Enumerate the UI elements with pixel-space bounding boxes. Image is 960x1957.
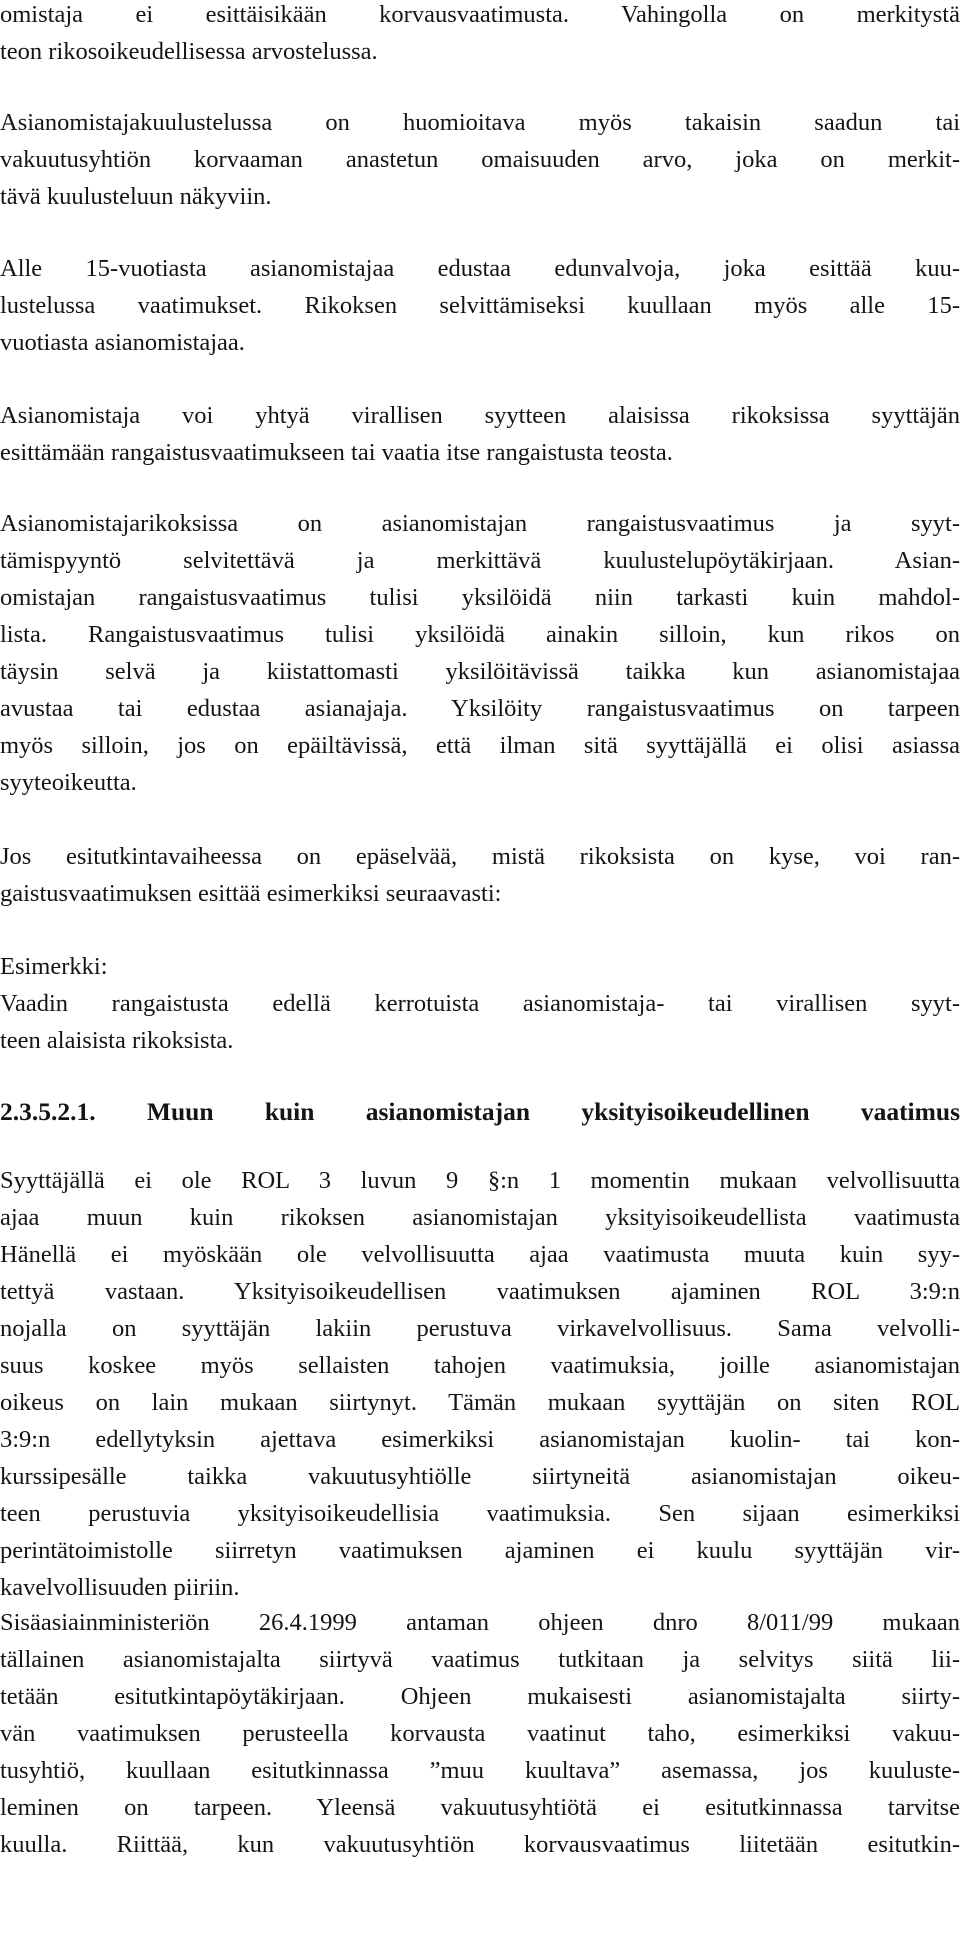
text-line: leminen on tarpeen. Yleensä vakuutusyhtiötä ei esitutkinnassa tarvitse (0, 1794, 960, 1821)
text-line: lustelussa vaatimukset. Rikoksen selvittämiseksi kuullaan myös alle 15- (0, 292, 960, 319)
text-line: ajaa muun kuin rikoksen asianomistajan yksityisoikeudellista vaatimusta (0, 1204, 960, 1231)
text-line: tetään esitutkintapöytäkirjaan. Ohjeen mukaisesti asianomistajalta siirty- (0, 1683, 960, 1710)
text-line: Alle 15-vuotiasta asianomistajaa edustaa edunvalvoja, joka esittää kuu- (0, 255, 960, 282)
text-line: omistajan rangaistusvaatimus tulisi yksilöidä niin tarkasti kuin mahdol- (0, 584, 960, 611)
text-line: avustaa tai edustaa asianajaja. Yksilöity rangaistusvaatimus on tarpeen (0, 695, 960, 722)
text-line: 3:9:n edellytyksin ajettava esimerkiksi asianomistajan kuolin- tai kon- (0, 1426, 960, 1453)
paragraph-alle-15-vuotias (0, 250, 960, 361)
paragraph-esimerkki (0, 948, 960, 1059)
text-line: kavelvollisuuden piiriin. (0, 1574, 240, 1601)
paragraph-sisaasiainministerio (0, 1604, 960, 1863)
text-line: Asianomistajarikoksissa on asianomistajan rangaistusvaatimus ja syyt- (0, 510, 960, 537)
section-heading (0, 1093, 960, 1130)
text-line: Asianomistajakuulustelussa on huomioitava myös takaisin saadun tai (0, 109, 960, 136)
paragraph-asianomistajarikokset (0, 505, 960, 801)
paragraph-syyttajan-velvollisuus (0, 1162, 960, 1606)
paragraph-asianomistajakuulustelu (0, 104, 960, 215)
text-line: vuotiasta asianomistajaa. (0, 329, 245, 356)
text-line: teen alaisista rikoksista. (0, 1027, 234, 1054)
text-line: tämispyyntö selvitettävä ja merkittävä kuulustelupöytäkirjaan. Asian- (0, 547, 960, 574)
text-line: Asianomistaja voi yhtyä virallisen syytteen alaisissa rikoksissa syyttäjän (0, 402, 960, 429)
text-line: tusyhtiö, kuullaan esitutkinnassa ”muu kuultava” asemassa, jos kuuluste- (0, 1757, 960, 1784)
text-line: myös silloin, jos on epäiltävissä, että ilman sitä syyttäjällä ei olisi asiassa (0, 732, 960, 759)
text-line: Hänellä ei myöskään ole velvollisuutta ajaa vaatimusta muuta kuin syy- (0, 1241, 960, 1268)
text-line: teon rikosoikeudellisessa arvostelussa. (0, 38, 378, 65)
text-line: syyteoikeutta. (0, 769, 137, 796)
text-line: tällainen asianomistajalta siirtyvä vaatimus tutkitaan ja selvitys siitä lii- (0, 1646, 960, 1673)
text-line: vakuutusyhtiön korvaaman anastetun omaisuuden arvo, joka on merkit- (0, 146, 960, 173)
text-line: gaistusvaatimuksen esittää esimerkiksi seuraavasti: (0, 880, 502, 907)
text-line: omistaja ei esittäisikään korvausvaatimusta. Vahingolla on merkitystä (0, 1, 960, 28)
text-line: lista. Rangaistusvaatimus tulisi yksilöidä ainakin silloin, kun rikos on (0, 621, 960, 648)
text-line: perintätoimistolle siirretyn vaatimuksen ajaminen ei kuulu syyttäjän vir- (0, 1537, 960, 1564)
text-line: nojalla on syyttäjän lakiin perustuva virkavelvollisuus. Sama velvolli- (0, 1315, 960, 1342)
text-line: suus koskee myös sellaisten tahojen vaatimuksia, joille asianomistajan (0, 1352, 960, 1379)
section-heading-text: 2.3.5.2.1. Muun kuin asianomistajan yksityisoikeudellinen vaatimus (0, 1097, 960, 1126)
text-line: esittämään rangaistusvaatimukseen tai vaatia itse rangaistusta teosta. (0, 439, 673, 466)
text-line: teen perustuvia yksityisoikeudellisia vaatimuksia. Sen sijaan esimerkiksi (0, 1500, 960, 1527)
text-line: Jos esitutkintavaiheessa on epäselvää, mistä rikoksista on kyse, voi ran- (0, 843, 960, 870)
text-line: tävä kuulusteluun näkyviin. (0, 183, 272, 210)
text-line: vän vaatimuksen perusteella korvausta vaatinut taho, esimerkiksi vakuu- (0, 1720, 960, 1747)
text-line: kuulla. Riittää, kun vakuutusyhtiön korvausvaatimus liitetään esitutkin- (0, 1831, 960, 1858)
text-line: Sisäasiainministeriön 26.4.1999 antaman ohjeen dnro 8/011/99 mukaan (0, 1609, 960, 1636)
text-line: Vaadin rangaistusta edellä kerrotuista asianomistaja- tai virallisen syyt- (0, 990, 960, 1017)
paragraph-epaselvat-rikokset (0, 838, 960, 912)
paragraph-yhtyminen (0, 397, 960, 471)
text-line: Syyttäjällä ei ole ROL 3 luvun 9 §:n 1 momentin mukaan velvollisuutta (0, 1167, 960, 1194)
text-line: täysin selvä ja kiistattomasti yksilöitävissä taikka kun asianomistajaa (0, 658, 960, 685)
text-line: tettyä vastaan. Yksityisoikeudellisen vaatimuksen ajaminen ROL 3:9:n (0, 1278, 960, 1305)
text-line: oikeus on lain mukaan siirtynyt. Tämän mukaan syyttäjän on siten ROL (0, 1389, 960, 1416)
paragraph-continuation (0, 0, 960, 70)
text-line: kurssipesälle taikka vakuutusyhtiölle siirtyneitä asianomistajan oikeu- (0, 1463, 960, 1490)
example-label: Esimerkki: (0, 953, 108, 980)
